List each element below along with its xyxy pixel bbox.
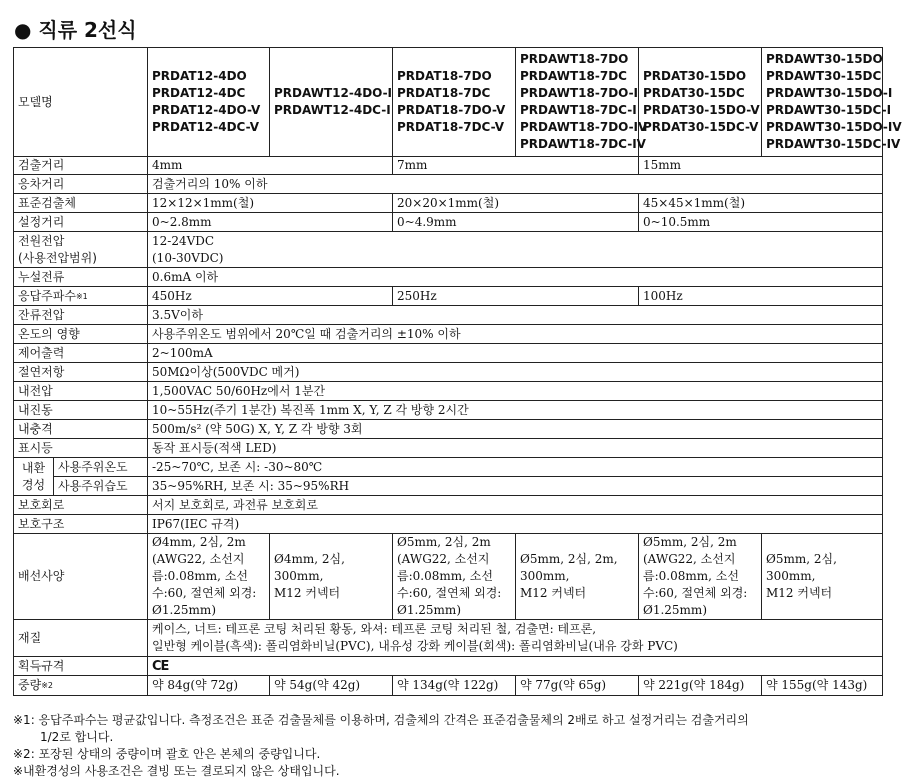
value-cell: 케이스, 너트: 테프론 코팅 처리된 황동, 와셔: 테프론 코팅 처리된 철, 검출면: 테프론, 일반형 케이블(흑색): 폴리염화비닐(PVC), 내유성 강화 케이블(회색): 폴리염화비닐(내유 강화 PVC): [148, 620, 883, 657]
value-cell: IP67(IEC 규격): [148, 515, 883, 534]
spec-table: [13, 47, 902, 696]
row-temp-effect: [14, 325, 883, 344]
cable-cell: Ø5mm, 2심, 2m (AWG22, 소선지 름:0.08mm, 소선 수:60, 절연체 외경: Ø1.25mm): [639, 534, 762, 620]
cable-cell: Ø5mm, 2심, 2m (AWG22, 소선지 름:0.08mm, 소선 수:60, 절연체 외경: Ø1.25mm): [393, 534, 516, 620]
value-cell: 45×45×1mm(철): [639, 194, 883, 213]
label-standard-target: 표준검출체: [14, 194, 148, 213]
row-setting-distance: [14, 213, 883, 232]
label-shock: 내충격: [14, 420, 148, 439]
row-vibration: [14, 401, 883, 420]
value-cell: 서지 보호회로, 과전류 보호회로: [148, 496, 883, 515]
value-cell: 3.5V이하: [148, 306, 883, 325]
row-ambient-temp: [14, 458, 883, 477]
label-approval: 획득규격: [14, 657, 148, 676]
value-cell: 10~55Hz(주기 1분간) 복진폭 1mm X, Y, Z 각 방향 2시간: [148, 401, 883, 420]
row-standard-target: [14, 194, 883, 213]
label-dielectric: 내전압: [14, 382, 148, 401]
row-protection-structure: [14, 515, 883, 534]
value-cell: [148, 657, 883, 676]
value-cell: 500m/s² (약 50G) X, Y, Z 각 방향 3회: [148, 420, 883, 439]
row-approval: [14, 657, 883, 676]
model-cell: PRDAT18-7DO PRDAT18-7DC PRDAT18-7DO-V PRDAT18-7DC-V: [393, 48, 516, 157]
value-cell: 2~100mA: [148, 344, 883, 363]
value-cell: 0~4.9mm: [393, 213, 639, 232]
model-cell: PRDAWT18-7DO PRDAWT18-7DC PRDAWT18-7DO-I PRDAWT18-7DC-I PRDAWT18-7DO-IV PRDAWT18-7DC-IV: [516, 48, 639, 157]
value-cell: 12-24VDC (10-30VDC): [148, 232, 883, 268]
model-cell: PRDAWT12-4DO-I PRDAWT12-4DC-I: [270, 48, 393, 157]
value-cell: 동작 표시등(적색 LED): [148, 439, 883, 458]
row-weight: [14, 676, 883, 696]
row-model: [14, 48, 883, 157]
row-material: [14, 620, 883, 657]
footnote-3: ※내환경성의 사용조건은 결빙 또는 결로되지 않은 상태입니다.: [13, 764, 340, 778]
label-model: 모델명: [14, 48, 148, 157]
cable-cell: Ø4mm, 2심, 300mm, M12 커넥터: [270, 534, 393, 620]
value-cell: 약 134g(약 122g): [393, 676, 516, 696]
row-ambient-humidity: [14, 477, 883, 496]
row-protection-circuit: [14, 496, 883, 515]
value-cell: 약 77g(약 65g): [516, 676, 639, 696]
label-indicator: 표시등: [14, 439, 148, 458]
label-sensing-distance: 검출거리: [14, 157, 148, 175]
label-vibration: 내진동: [14, 401, 148, 420]
label-protection-circuit: 보호회로: [14, 496, 148, 515]
label-environment: 내환 경성: [14, 458, 54, 496]
row-residual-voltage: [14, 306, 883, 325]
row-hysteresis: [14, 175, 883, 194]
label-residual-voltage: 잔류전압: [14, 306, 148, 325]
row-shock: [14, 420, 883, 439]
row-dielectric: [14, 382, 883, 401]
value-cell: 4mm: [148, 157, 393, 175]
label-leakage-current: 누설전류: [14, 268, 148, 287]
row-indicator: [14, 439, 883, 458]
row-leakage-current: [14, 268, 883, 287]
label-insulation: 절연저항: [14, 363, 148, 382]
footnote-1: ※1: 응답주파수는 평균값입니다. 측정조건은 표준 검출물체를 이용하며, 검출체의 간격은 표준검출물체의 2배로 하고 설정거리는 검출거리의: [13, 713, 749, 727]
section-title: ● 직류 2선식: [14, 18, 137, 42]
value-cell: -25~70℃, 보존 시: -30~80℃: [148, 458, 883, 477]
value-cell: 0~10.5mm: [639, 213, 883, 232]
label-ambient-humidity: 사용주위습도: [54, 477, 148, 496]
label-cable: 배선사양: [14, 534, 148, 620]
value-cell: 100Hz: [639, 287, 883, 306]
cable-cell: Ø5mm, 2심, 2m, 300mm, M12 커넥터: [516, 534, 639, 620]
value-cell: 0~2.8mm: [148, 213, 393, 232]
value-cell: 250Hz: [393, 287, 639, 306]
label-material: 재질: [14, 620, 148, 657]
label-response-freq: 응답주파수$^{※1}$: [14, 287, 148, 306]
label-control-output: 제어출력: [14, 344, 148, 363]
label-ambient-temp: 사용주위온도: [54, 458, 148, 477]
row-insulation: [14, 363, 883, 382]
label-hysteresis: 응차거리: [14, 175, 148, 194]
label-protection-structure: 보호구조: [14, 515, 148, 534]
footnote-mark: ※2: [41, 681, 53, 690]
row-cable: [14, 534, 883, 620]
model-cell: PRDAWT30-15DO PRDAWT30-15DC PRDAWT30-15DO-I PRDAWT30-15DC-I PRDAWT30-15DO-IV PRDAWT30-15DC-IV: [762, 48, 883, 157]
label-weight: 중량$^{※2}$: [14, 676, 148, 696]
row-power-supply: [14, 232, 883, 268]
row-response-freq: [14, 287, 883, 306]
row-sensing-distance: [14, 157, 883, 175]
value-cell: 약 155g(약 143g): [762, 676, 883, 696]
footnotes: [13, 712, 885, 780]
value-cell: 약 84g(약 72g): [148, 676, 270, 696]
cable-cell: Ø5mm, 2심, 300mm, M12 커넥터: [762, 534, 883, 620]
value-cell: 12×12×1mm(철): [148, 194, 393, 213]
footnote-1-continued: 1/2로 합니다.: [40, 730, 114, 744]
value-cell: 0.6mA 이하: [148, 268, 883, 287]
value-cell: 20×20×1mm(철): [393, 194, 639, 213]
value-cell: 7mm: [393, 157, 639, 175]
value-cell: 35~95%RH, 보존 시: 35~95%RH: [148, 477, 883, 496]
value-cell: 1,500VAC 50/60Hz에서 1분간: [148, 382, 883, 401]
value-cell: 450Hz: [148, 287, 393, 306]
value-cell: 15mm: [639, 157, 883, 175]
value-cell: 약 221g(약 184g): [639, 676, 762, 696]
ce-mark-icon: CE: [152, 658, 169, 674]
label-temp-effect: 온도의 영향: [14, 325, 148, 344]
model-cell: PRDAT12-4DO PRDAT12-4DC PRDAT12-4DO-V PRDAT12-4DC-V: [148, 48, 270, 157]
value-cell: 약 54g(약 42g): [270, 676, 393, 696]
cable-cell: Ø4mm, 2심, 2m (AWG22, 소선지 름:0.08mm, 소선 수:60, 절연체 외경: Ø1.25mm): [148, 534, 270, 620]
label-setting-distance: 설정거리: [14, 213, 148, 232]
row-control-output: [14, 344, 883, 363]
model-cell: PRDAT30-15DO PRDAT30-15DC PRDAT30-15DO-V PRDAT30-15DC-V: [639, 48, 762, 157]
footnote-mark: ※1: [75, 291, 88, 301]
footnote-2: ※2: 포장된 상태의 중량이며 괄호 안은 본체의 중량입니다.: [13, 747, 321, 761]
value-cell: 사용주위온도 범위에서 20℃일 때 검출거리의 ±10% 이하: [148, 325, 883, 344]
label-power-supply: 전원전압 (사용전압범위): [14, 232, 148, 268]
value-cell: 50MΩ이상(500VDC 메거): [148, 363, 883, 382]
value-cell: 검출거리의 10% 이하: [148, 175, 883, 194]
